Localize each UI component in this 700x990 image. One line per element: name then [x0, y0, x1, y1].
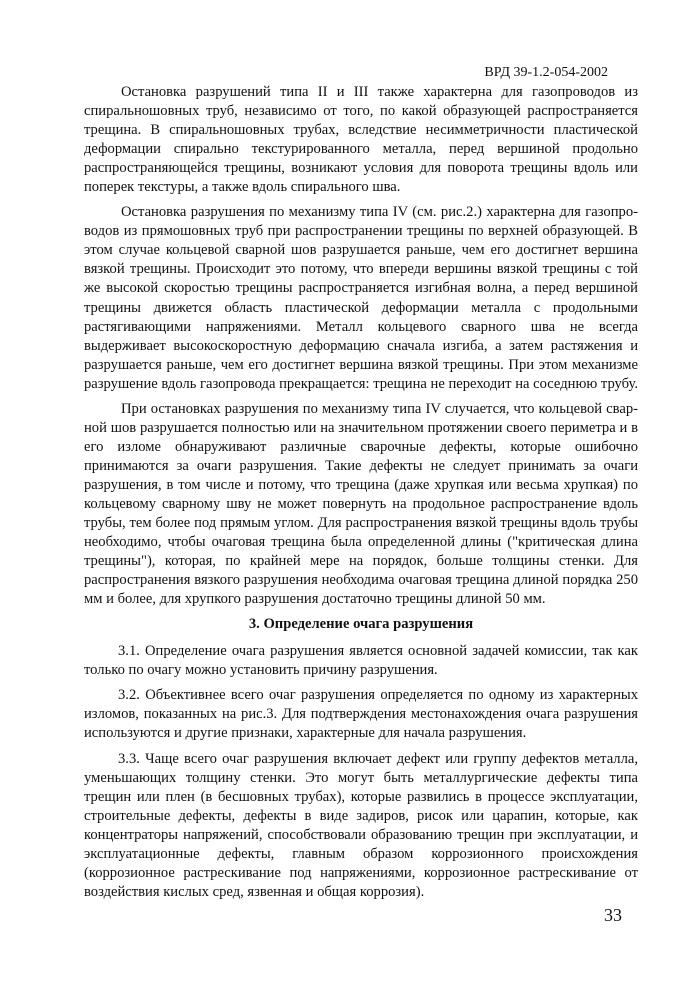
- document-code: ВРД 39-1.2-054-2002: [484, 65, 608, 80]
- paragraph-type-iv-stop: Остановка разрушения по механизму типа IV (см. рис.2.) характерна для газопроводов из прямошовных труб при распространении трещины по верхней образующей. В этом случае кольцевой сварной шов разрушается раньше, чем его достигнет вершина вязкой трещины. Происходит это потому, что впереди вершины вязкой трещины с той же высокой скоростью трещины распространяется изгибная волна, а перед вершиной трещины движется область пластической деформации металла с продольными растягивающими напряжениями. Металл кольцевого сварного шва не всегда выдерживает высокоскоростную деформацию сначала изгиба, а затем растяжения и разрушается раньше, чем его достигнет вершина вязкой трещины. При этом механизме разрушение вдоль газопровода прекращается: трещина не переходит на соседнюю трубу.: [84, 204, 639, 392]
- paragraph-weld-defects: При остановках разрушения по механизму типа IV случается, что кольцевой сварной шов разрушается полностью или на значительном протяжении своего периметра и в его изломе обнаруживают различные сварочные дефекты, которые ошибочно принимаются за очаги разрушения. Такие дефекты не следует принимать за очаги разрушения, в том числе и потому, что трещина (даже хрупкая или весьма хрупкая) по кольцевому сварному шву не может повернуть на продольное распространение вдоль трубы, тем более под прямым углом. Для распространения вязкой трещины вдоль трубы необходимо, чтобы очаговая трещина была определенной длины ("критическая длина трещины"), которая, по крайней мере на порядок, больше толщины стенки. Для распространения вязкого разрушения необходима очаговая трещина длиной порядка 250 мм и более, для хрупкого разрушения достаточно трещины длиной 50 мм.: [84, 400, 638, 608]
- section-item-3-3: 3.3. Чаще всего очаг разрушения включает дефект или группу дефектов металла, уменьшающих толщину стенки. Это могут быть металлургические дефекты типа трещин или плен (в бесшовных трубах), которые развились в процессе эксплуатации, строительные дефекты, дефекты в виде задиров, рисок или царапин, которые, как концентраторы напряжений, способствовали образованию трещин при эксплуатации, и эксплуатационные дефекты, главным образом коррозионного происхождения (коррозионное растрескивание под напряжениями, коррозионное растрескивание от воздействия кислых сред, язвенная и общая коррозия).: [84, 750, 638, 900]
- page-number: 33: [604, 905, 622, 925]
- paragraph-type-ii-iii-stop: Остановка разрушений типа II и III также характерна для газопроводов из спиральношовных труб, независимо от того, по какой образующей распространяется трещина. В спиральношовных трубах, вследствие несимметричности пластической деформации спирально текстурированного металла, перед вершиной продольно распространяющейся трещины, возникают условия для поворота трещины вдоль или поперек текстуры, а также вдоль спирального шва.: [84, 84, 638, 196]
- page-body: [84, 83, 638, 908]
- section-item-3-2: 3.2. Объективнее всего очаг разрушения определяется по одному из характерных изломов, показанных на рис.3. Для подтверждения местонахождения очага разрушения используются и другие признаки, характерные для начала разрушения.: [84, 687, 638, 742]
- section-item-3-1: 3.1. Определение очага разрушения является основной задачей комиссии, так как только по очагу можно установить причину разрушения.: [84, 643, 638, 679]
- section-heading: 3. Определение очага разрушения: [248, 616, 474, 633]
